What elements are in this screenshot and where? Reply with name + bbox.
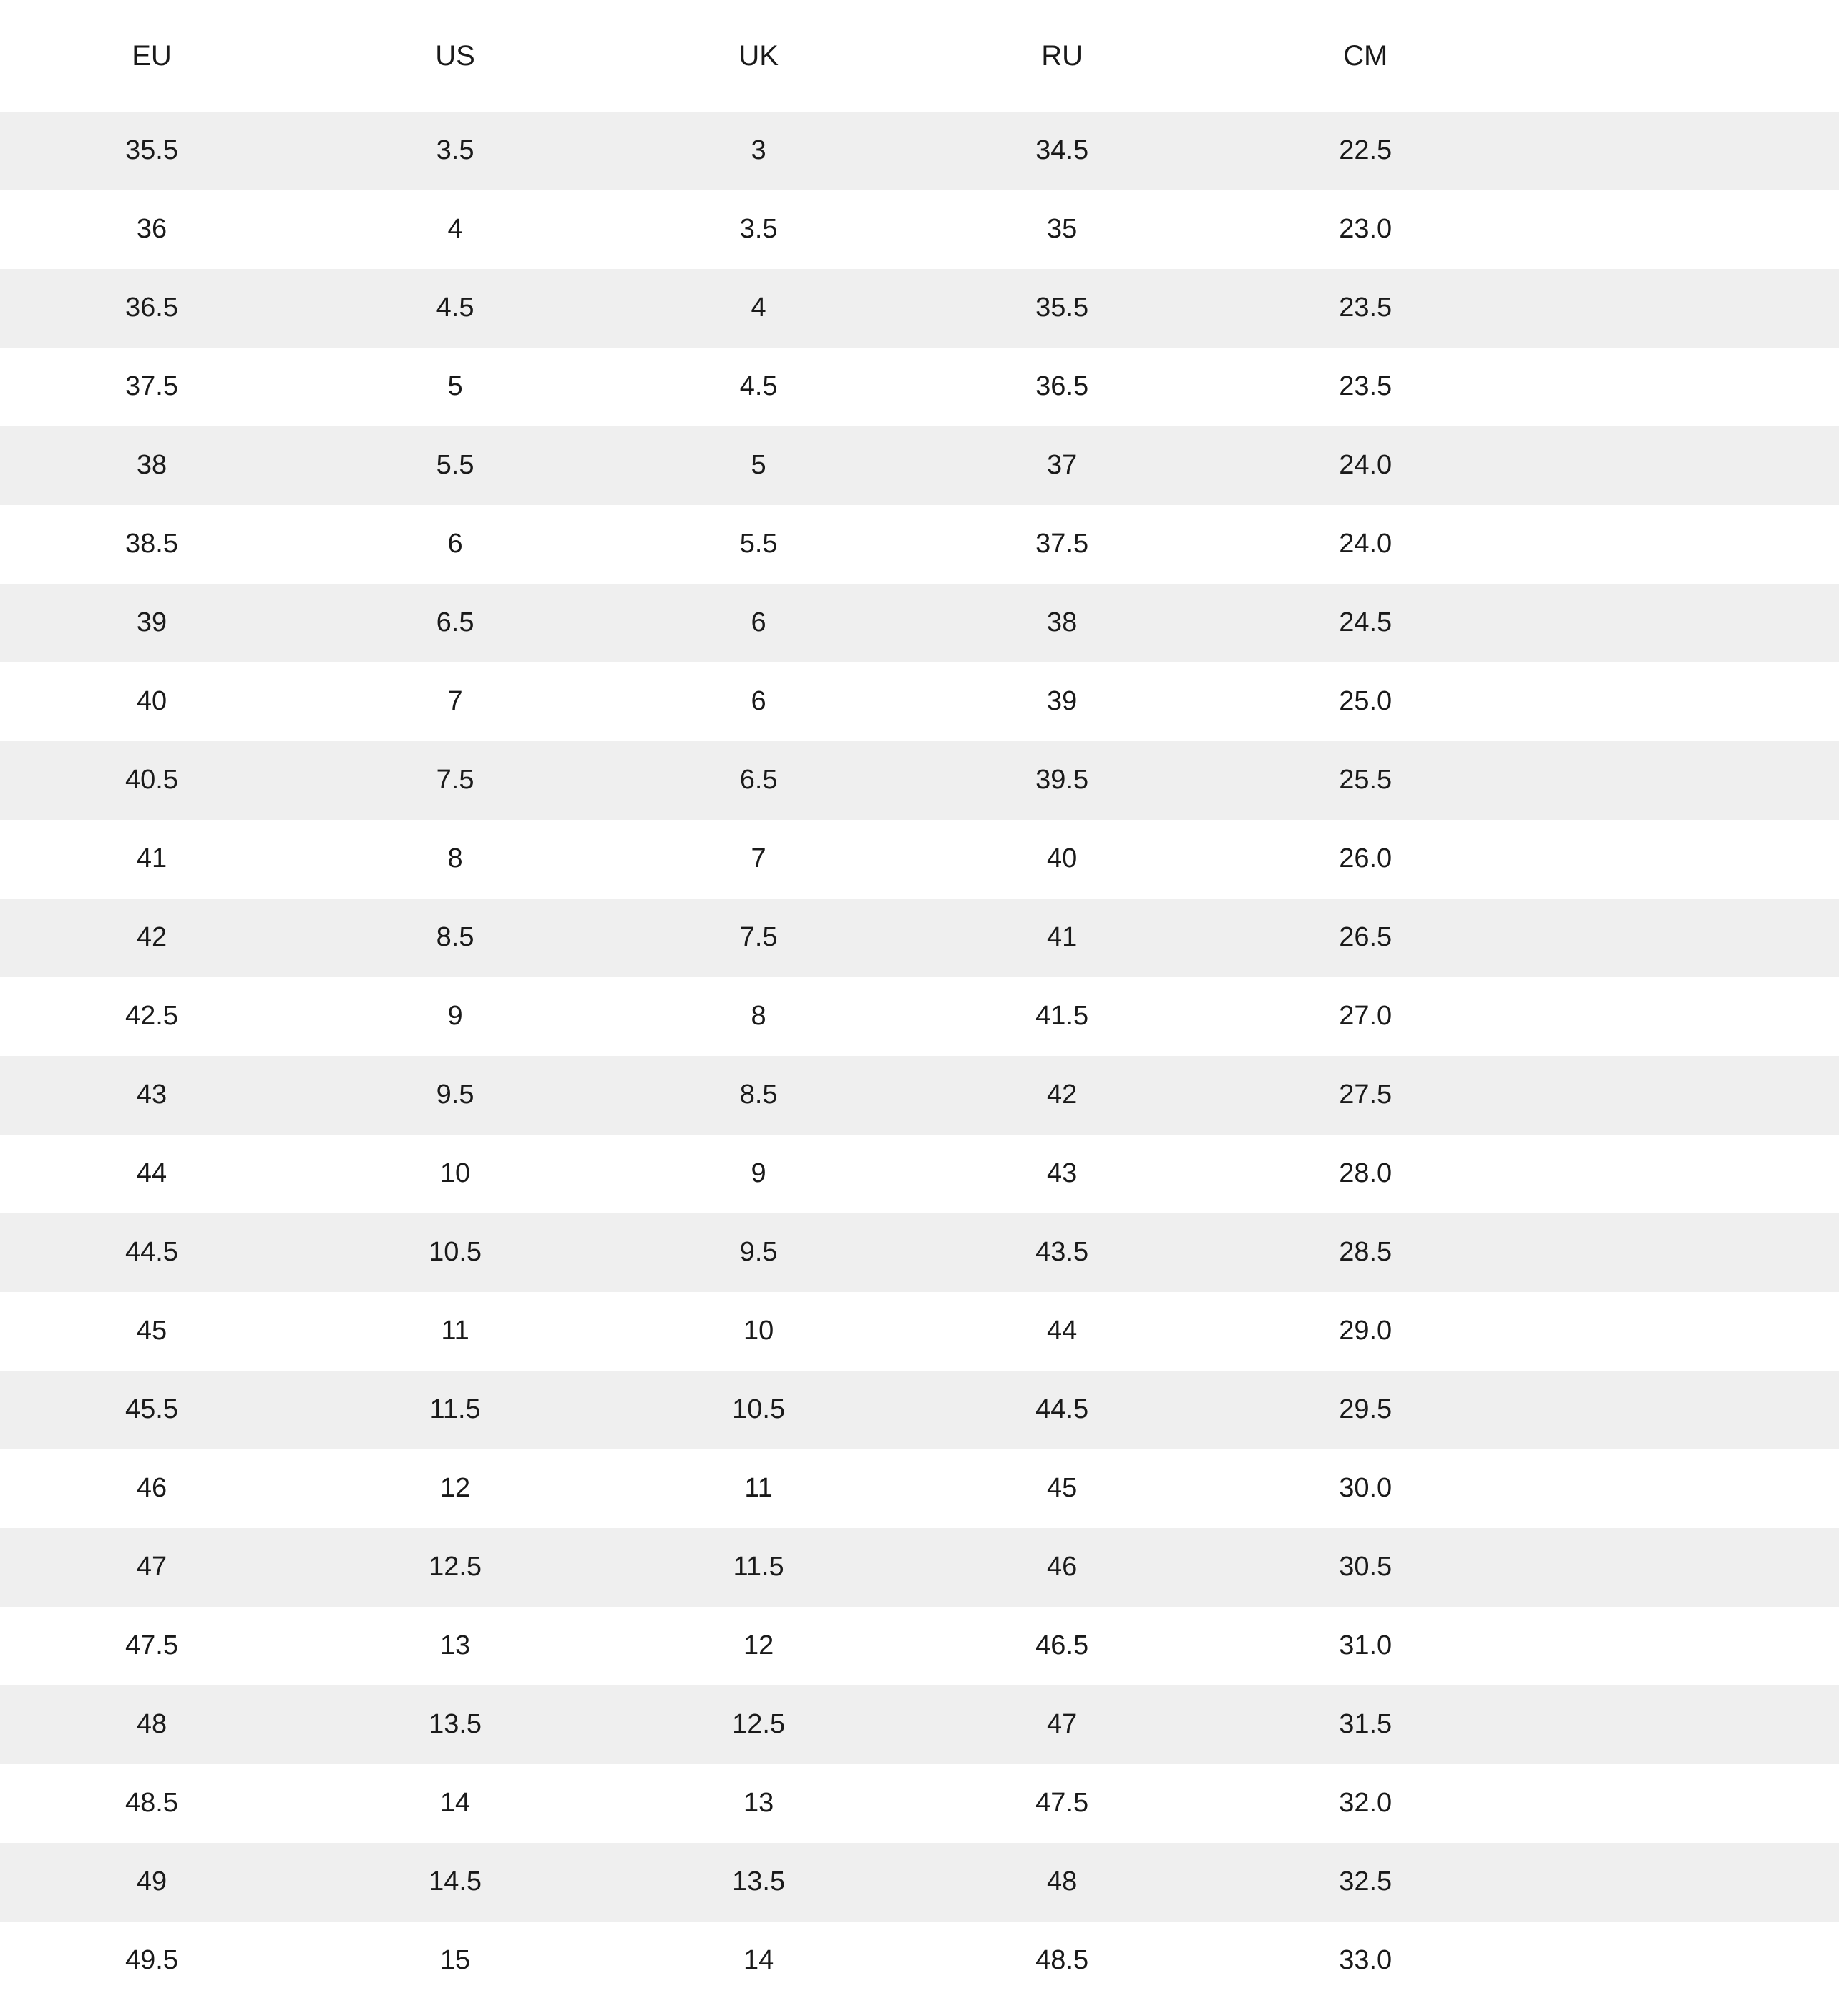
table-cell-spacer: [1517, 1764, 1839, 1843]
table-cell: 8: [607, 977, 910, 1056]
table-cell-spacer: [1517, 269, 1839, 348]
table-cell: 43.5: [910, 1213, 1214, 1292]
column-header-cm: CM: [1214, 0, 1517, 112]
table-row: [0, 1292, 1839, 1371]
column-header-us: US: [303, 0, 607, 112]
table-cell: 34.5: [910, 112, 1214, 190]
table-cell: 10: [607, 1292, 910, 1371]
table-cell: 42: [910, 1056, 1214, 1135]
table-row: [0, 899, 1839, 977]
table-cell: 6: [607, 584, 910, 662]
table-cell: 4.5: [607, 348, 910, 426]
table-cell: 48: [0, 1685, 303, 1764]
table-cell: 4: [303, 190, 607, 269]
table-cell: 29.5: [1214, 1371, 1517, 1449]
table-cell: 27.5: [1214, 1056, 1517, 1135]
table-cell: 11: [303, 1292, 607, 1371]
table-cell: 31.0: [1214, 1607, 1517, 1685]
table-cell: 5: [607, 426, 910, 505]
table-cell: 3.5: [303, 112, 607, 190]
table-cell: 42.5: [0, 977, 303, 1056]
table-header-row: [0, 0, 1839, 112]
table-cell: 11: [607, 1449, 910, 1528]
table-cell: 3.5: [607, 190, 910, 269]
table-cell: 40: [910, 820, 1214, 899]
table-row: [0, 190, 1839, 269]
table-cell: 14.5: [303, 1843, 607, 1922]
table-cell: 41.5: [910, 977, 1214, 1056]
table-row: [0, 1607, 1839, 1685]
table-cell: 6: [607, 662, 910, 741]
table-row: [0, 505, 1839, 584]
table-cell-spacer: [1517, 1607, 1839, 1685]
table-cell: 31.5: [1214, 1685, 1517, 1764]
table-cell: 40: [0, 662, 303, 741]
table-cell-spacer: [1517, 1292, 1839, 1371]
table-cell: 37.5: [910, 505, 1214, 584]
table-cell: 7: [303, 662, 607, 741]
table-row: [0, 1764, 1839, 1843]
table-cell: 48: [910, 1843, 1214, 1922]
table-cell: 14: [303, 1764, 607, 1843]
table-cell-spacer: [1517, 1371, 1839, 1449]
table-cell: 13.5: [607, 1843, 910, 1922]
table-cell: 47: [0, 1528, 303, 1607]
table-cell: 4.5: [303, 269, 607, 348]
table-row: [0, 1371, 1839, 1449]
table-cell: 39: [0, 584, 303, 662]
table-cell: 39: [910, 662, 1214, 741]
table-cell: 44.5: [0, 1213, 303, 1292]
table-cell-spacer: [1517, 1685, 1839, 1764]
table-cell: 28.0: [1214, 1135, 1517, 1213]
table-cell-spacer: [1517, 112, 1839, 190]
table-cell: 37.5: [0, 348, 303, 426]
table-cell: 41: [910, 899, 1214, 977]
table-cell: 7: [607, 820, 910, 899]
table-row: [0, 1135, 1839, 1213]
table-cell: 48.5: [0, 1764, 303, 1843]
table-cell-spacer: [1517, 584, 1839, 662]
table-cell: 43: [0, 1056, 303, 1135]
table-cell: 46: [0, 1449, 303, 1528]
table-cell: 10: [303, 1135, 607, 1213]
column-header-spacer: [1517, 0, 1839, 112]
table-cell-spacer: [1517, 505, 1839, 584]
table-cell: 23.5: [1214, 348, 1517, 426]
table-row: [0, 1843, 1839, 1922]
table-cell: 47: [910, 1685, 1214, 1764]
table-cell: 11.5: [303, 1371, 607, 1449]
table-row: [0, 1056, 1839, 1135]
table-cell: 39.5: [910, 741, 1214, 820]
table-cell: 12: [607, 1607, 910, 1685]
table-header: [0, 0, 1839, 112]
table-cell: 37: [910, 426, 1214, 505]
table-cell: 24.0: [1214, 505, 1517, 584]
table-cell: 9.5: [303, 1056, 607, 1135]
table-cell: 25.0: [1214, 662, 1517, 741]
table-cell: 28.5: [1214, 1213, 1517, 1292]
table-cell: 41: [0, 820, 303, 899]
table-cell: 48.5: [910, 1922, 1214, 2000]
table-cell: 45.5: [0, 1371, 303, 1449]
table-row: [0, 584, 1839, 662]
table-row: [0, 1213, 1839, 1292]
table-cell: 9: [303, 977, 607, 1056]
table-cell: 14: [607, 1922, 910, 2000]
table-cell: 27.0: [1214, 977, 1517, 1056]
table-cell: 15: [303, 1922, 607, 2000]
table-cell: 44: [910, 1292, 1214, 1371]
table-cell-spacer: [1517, 190, 1839, 269]
table-row: [0, 662, 1839, 741]
table-cell: 26.5: [1214, 899, 1517, 977]
table-row: [0, 269, 1839, 348]
table-cell: 47.5: [0, 1607, 303, 1685]
table-cell: 46.5: [910, 1607, 1214, 1685]
table-row: [0, 741, 1839, 820]
table-cell: 11.5: [607, 1528, 910, 1607]
table-cell-spacer: [1517, 741, 1839, 820]
table-cell: 9.5: [607, 1213, 910, 1292]
table-cell: 36: [0, 190, 303, 269]
table-cell: 3: [607, 112, 910, 190]
table-cell-spacer: [1517, 1213, 1839, 1292]
table-cell-spacer: [1517, 1528, 1839, 1607]
table-cell-spacer: [1517, 820, 1839, 899]
table-cell-spacer: [1517, 1922, 1839, 2000]
table-cell: 32.5: [1214, 1843, 1517, 1922]
table-row: [0, 1449, 1839, 1528]
table-cell: 5.5: [607, 505, 910, 584]
table-cell: 9: [607, 1135, 910, 1213]
table-cell: 46: [910, 1528, 1214, 1607]
table-cell: 40.5: [0, 741, 303, 820]
table-row: [0, 977, 1839, 1056]
table-cell-spacer: [1517, 977, 1839, 1056]
table-cell: 7.5: [303, 741, 607, 820]
table-cell: 47.5: [910, 1764, 1214, 1843]
table-cell: 45: [910, 1449, 1214, 1528]
table-cell: 13: [303, 1607, 607, 1685]
table-cell: 6.5: [303, 584, 607, 662]
table-cell: 36.5: [910, 348, 1214, 426]
table-cell: 7.5: [607, 899, 910, 977]
table-cell-spacer: [1517, 1056, 1839, 1135]
table-cell: 12: [303, 1449, 607, 1528]
table-cell: 12.5: [303, 1528, 607, 1607]
table-cell: 23.0: [1214, 190, 1517, 269]
table-cell-spacer: [1517, 899, 1839, 977]
table-cell: 49.5: [0, 1922, 303, 2000]
table-cell: 49: [0, 1843, 303, 1922]
table-cell: 8.5: [607, 1056, 910, 1135]
table-cell: 22.5: [1214, 112, 1517, 190]
table-cell-spacer: [1517, 1843, 1839, 1922]
table-cell: 6: [303, 505, 607, 584]
table-row: [0, 1685, 1839, 1764]
table-cell: 25.5: [1214, 741, 1517, 820]
table-cell-spacer: [1517, 348, 1839, 426]
table-row: [0, 348, 1839, 426]
table-cell: 8.5: [303, 899, 607, 977]
table-cell: 5: [303, 348, 607, 426]
table-cell: 13.5: [303, 1685, 607, 1764]
table-cell: 35.5: [910, 269, 1214, 348]
table-cell: 45: [0, 1292, 303, 1371]
table-cell: 30.5: [1214, 1528, 1517, 1607]
table-cell-spacer: [1517, 662, 1839, 741]
table-cell: 43: [910, 1135, 1214, 1213]
table-row: [0, 1528, 1839, 1607]
table-cell: 12.5: [607, 1685, 910, 1764]
table-cell: 36.5: [0, 269, 303, 348]
table-cell: 35.5: [0, 112, 303, 190]
table-cell: 5.5: [303, 426, 607, 505]
column-header-ru: RU: [910, 0, 1214, 112]
table-cell: 6.5: [607, 741, 910, 820]
table-cell: 38: [910, 584, 1214, 662]
table-cell: 26.0: [1214, 820, 1517, 899]
table-cell: 44: [0, 1135, 303, 1213]
table-cell: 44.5: [910, 1371, 1214, 1449]
table-cell: 38.5: [0, 505, 303, 584]
table-row: [0, 112, 1839, 190]
column-header-uk: UK: [607, 0, 910, 112]
table-cell: 33.0: [1214, 1922, 1517, 2000]
table-cell-spacer: [1517, 1449, 1839, 1528]
table-body: [0, 112, 1839, 2000]
table-row: [0, 426, 1839, 505]
column-header-eu: EU: [0, 0, 303, 112]
table-cell: 38: [0, 426, 303, 505]
table-cell: 24.5: [1214, 584, 1517, 662]
table-cell: 10.5: [607, 1371, 910, 1449]
table-cell: 42: [0, 899, 303, 977]
table-cell: 10.5: [303, 1213, 607, 1292]
table-cell: 13: [607, 1764, 910, 1843]
table-cell: 23.5: [1214, 269, 1517, 348]
table-cell: 35: [910, 190, 1214, 269]
table-cell-spacer: [1517, 1135, 1839, 1213]
table-cell-spacer: [1517, 426, 1839, 505]
table-row: [0, 1922, 1839, 2000]
table-cell: 8: [303, 820, 607, 899]
table-cell: 30.0: [1214, 1449, 1517, 1528]
table-cell: 29.0: [1214, 1292, 1517, 1371]
table-cell: 24.0: [1214, 426, 1517, 505]
table-cell: 4: [607, 269, 910, 348]
table-row: [0, 820, 1839, 899]
table-cell: 32.0: [1214, 1764, 1517, 1843]
